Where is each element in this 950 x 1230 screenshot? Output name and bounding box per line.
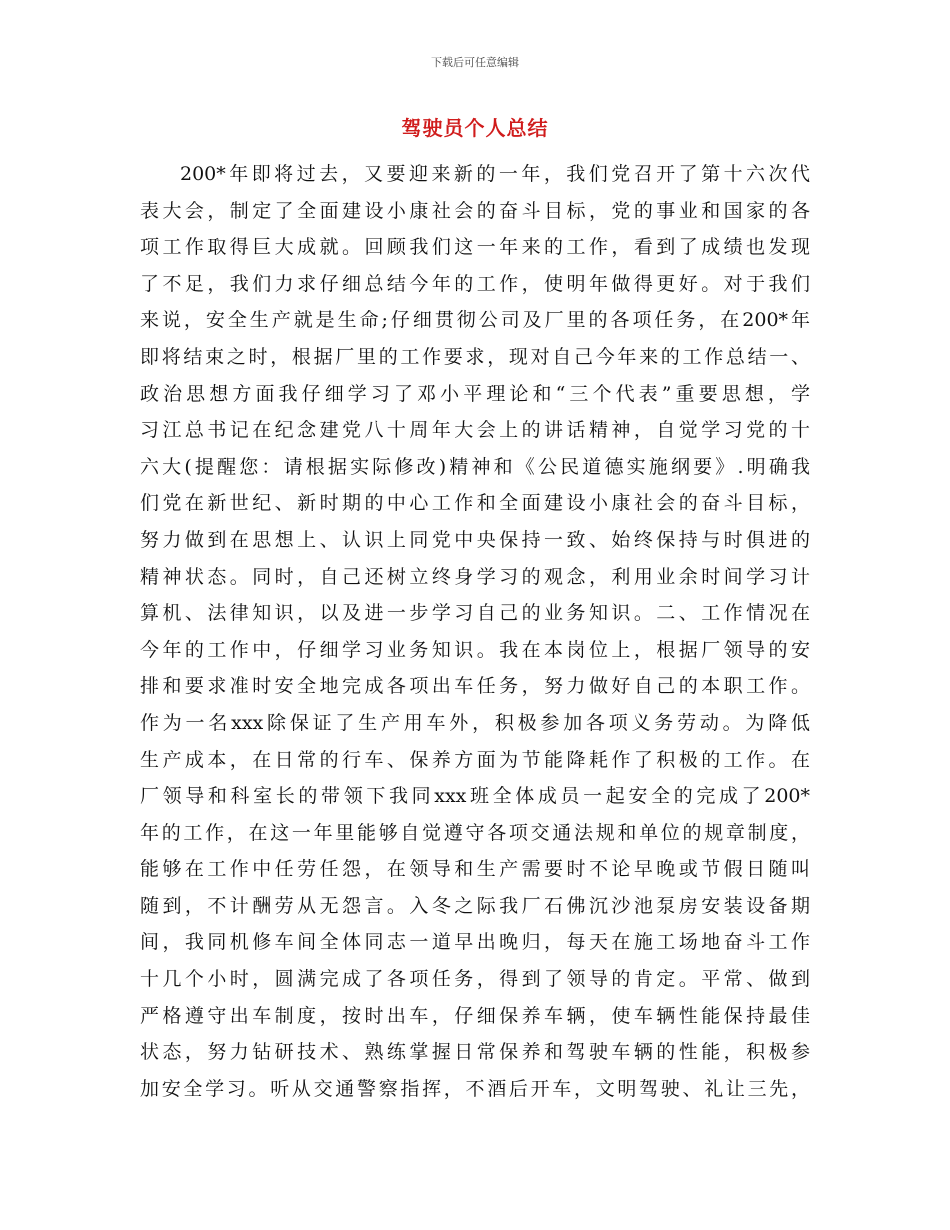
body-line: 表大会，制定了全面建设小康社会的奋斗目标，党的事业和国家的各	[140, 199, 810, 222]
body-line: 六大(提醒您：请根据实际修改)精神和《公民道德实施纲要》.明确我	[140, 455, 810, 478]
body-line: 十几个小时，圆满完成了各项任务，得到了领导的肯定。平常、做到	[140, 968, 810, 991]
body-line: 们党在新世纪、新时期的中心工作和全面建设小康社会的奋斗目标，	[140, 492, 810, 515]
body-line: 项工作取得巨大成就。回顾我们这一年来的工作，看到了成绩也发现	[140, 236, 810, 259]
body-line: 生产成本，在日常的行车、保养方面为节能降耗作了积极的工作。在	[140, 748, 810, 771]
body-line: 努力做到在思想上、认识上同党中央保持一致、始终保持与时俱进的	[140, 528, 810, 551]
body-line: 能够在工作中任劳任怨，在领导和生产需要时不论早晚或节假日随叫	[140, 858, 810, 881]
body-line: 习江总书记在纪念建党八十周年大会上的讲话精神，自觉学习党的十	[140, 419, 810, 442]
body-line: 今年的工作中，仔细学习业务知识。我在本岗位上，根据厂领导的安	[140, 638, 810, 661]
body-line: 年的工作，在这一年里能够自觉遵守各项交通法规和单位的规章制度，	[140, 821, 810, 844]
body-line: 精神状态。同时，自己还树立终身学习的观念，利用业余时间学习计	[140, 565, 810, 588]
body-line: 200*年即将过去，又要迎来新的一年，我们党召开了第十六次代	[180, 163, 810, 185]
body-line: 厂领导和科室长的带领下我同xxx班全体成员一起安全的完成了200*	[140, 785, 810, 808]
header-note: 下载后可任意编辑	[431, 56, 519, 69]
body-line: 排和要求准时安全地完成各项出车任务，努力做好自己的本职工作。	[140, 675, 810, 698]
document-body	[140, 156, 810, 1107]
body-line: 了不足，我们力求仔细总结今年的工作，使明年做得更好。对于我们	[140, 272, 810, 295]
body-line: 即将结束之时，根据厂里的工作要求，现对自己今年来的工作总结一、	[140, 345, 810, 368]
body-line: 加安全学习。听从交通警察指挥，不酒后开车，文明驾驶、礼让三先，	[140, 1077, 810, 1100]
body-line: 政治思想方面我仔细学习了邓小平理论和“三个代表”重要思想，学	[140, 382, 810, 405]
body-line: 状态，努力钻研技术、熟练掌握日常保养和驾驶车辆的性能，积极参	[140, 1041, 810, 1064]
body-line: 来说，安全生产就是生命;仔细贯彻公司及厂里的各项任务，在200*年	[140, 309, 810, 332]
body-line: 随到，不计酬劳从无怨言。入冬之际我厂石佛沉沙池泵房安装设备期	[140, 894, 810, 917]
body-line: 间，我同机修车间全体同志一道早出晚归，每天在施工场地奋斗工作	[140, 931, 810, 954]
body-line: 作为一名xxx除保证了生产用车外，积极参加各项义务劳动。为降低	[140, 711, 810, 734]
body-line: 算机、法律知识，以及进一步学习自己的业务知识。二、工作情况在	[140, 602, 810, 625]
document-title: 驾驶员个人总结	[401, 116, 549, 140]
body-line: 严格遵守出车制度，按时出车，仔细保养车辆，使车辆性能保持最佳	[140, 1004, 810, 1027]
